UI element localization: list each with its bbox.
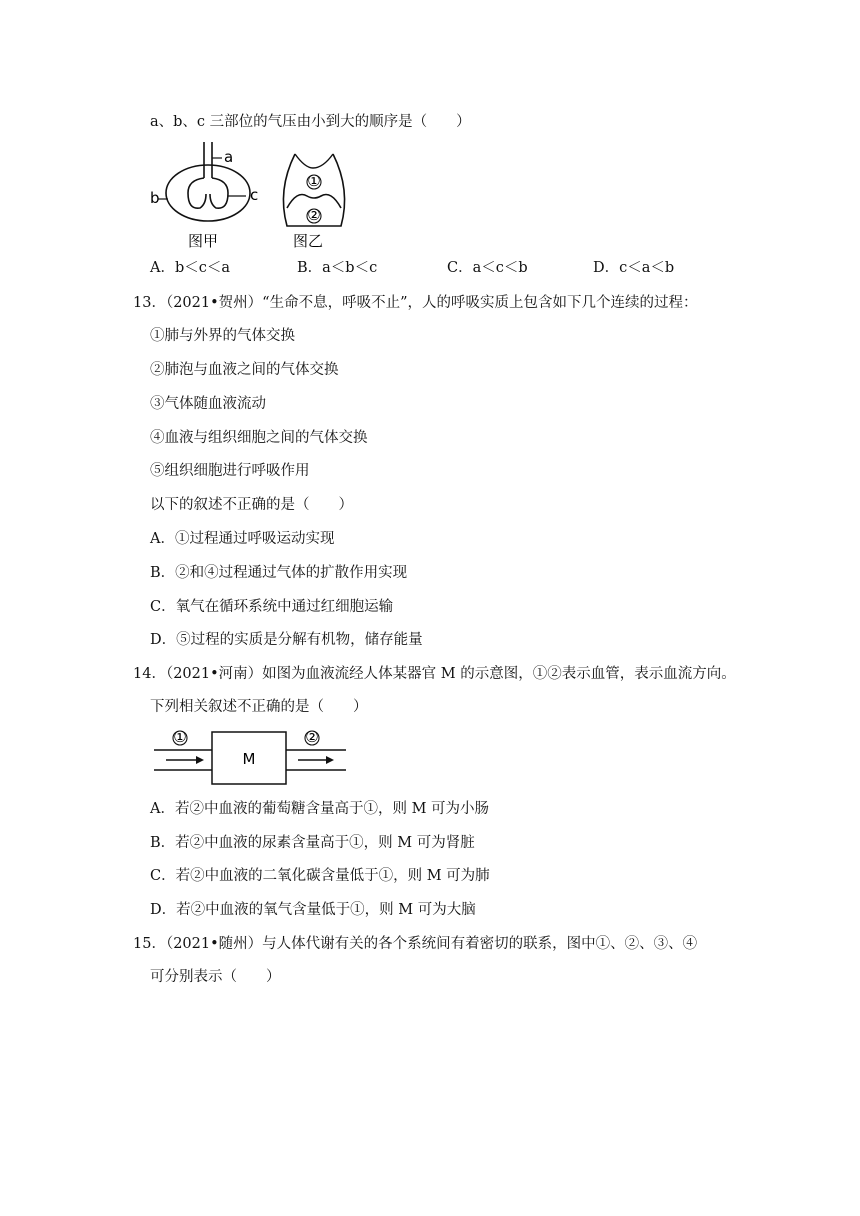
label-a: a xyxy=(224,148,234,166)
q13-option-b: B．②和④过程通过气体的扩散作用实现 xyxy=(150,565,408,581)
figure-yi xyxy=(275,150,355,250)
q13-item-2: ②肺泡与血液之间的气体交换 xyxy=(150,362,339,378)
q14-stem: 14．（2021•河南）如图为血液流经人体某器官 M 的示意图，①②表示血管，表示血流方向。 xyxy=(133,666,736,682)
q13-stem: 13．（2021•贺州）“生命不息，呼吸不止”，人的呼吸实质上包含如下几个连续的过程： xyxy=(133,295,698,311)
q12-option-a: A．b＜c＜a xyxy=(150,260,231,276)
q15-stem: 15．（2021•随州）与人体代谢有关的各个系统间有着密切的联系，图中①、②、③、④ xyxy=(133,936,698,952)
q12-option-c: C．a＜c＜b xyxy=(447,260,528,276)
left-lung xyxy=(188,178,206,208)
q14-option-d: D．若②中血液的氧气含量低于①，则 M 可为大脑 xyxy=(150,902,476,918)
q13-option-a: A．①过程通过呼吸运动实现 xyxy=(150,531,335,547)
label-c: c xyxy=(250,186,259,204)
q13-item-1: ①肺与外界的气体交换 xyxy=(150,328,295,344)
vessel-2-label: ② xyxy=(305,728,319,746)
q13-option-d: D．⑤过程的实质是分解有机物，储存能量 xyxy=(150,632,423,648)
caption-jia: 图甲 xyxy=(188,232,219,250)
q14-option-a: A．若②中血液的葡萄糖含量高于①，则 M 可为小肠 xyxy=(150,801,490,817)
q14-option-b: B．若②中血液的尿素含量高于①，则 M 可为肾脏 xyxy=(150,835,475,851)
vessel-1-label: ① xyxy=(173,728,187,746)
q12-stem-tail: a、b、c 三部位的气压由小到大的顺序是（ ） xyxy=(150,114,471,130)
q14-option-c: C．若②中血液的二氧化碳含量低于①，则 M 可为肺 xyxy=(150,868,490,884)
q14-question: 下列相关叙述不正确的是（ ） xyxy=(150,699,368,715)
right-lung xyxy=(210,178,228,208)
q13-question: 以下的叙述不正确的是（ ） xyxy=(150,497,353,513)
figure-organ-m xyxy=(150,728,350,788)
figure-jia xyxy=(148,138,273,250)
q15-stem-2: 可分别表示（ ） xyxy=(150,969,281,985)
q13-option-c: C．氧气在循环系统中通过红细胞运输 xyxy=(150,599,394,615)
q13-item-3: ③气体随血液流动 xyxy=(150,396,266,412)
q12-option-d: D．c＜a＜b xyxy=(593,260,675,276)
label-b: b xyxy=(150,189,160,207)
label-1: ① xyxy=(307,172,321,190)
organ-m-label: M xyxy=(242,750,256,768)
label-2: ② xyxy=(307,206,321,224)
q12-option-b: B．a＜b＜c xyxy=(297,260,378,276)
caption-yi: 图乙 xyxy=(293,232,324,250)
q13-item-5: ⑤组织细胞进行呼吸作用 xyxy=(150,463,310,479)
q13-item-4: ④血液与组织细胞之间的气体交换 xyxy=(150,430,368,446)
thorax-outline xyxy=(166,165,250,221)
